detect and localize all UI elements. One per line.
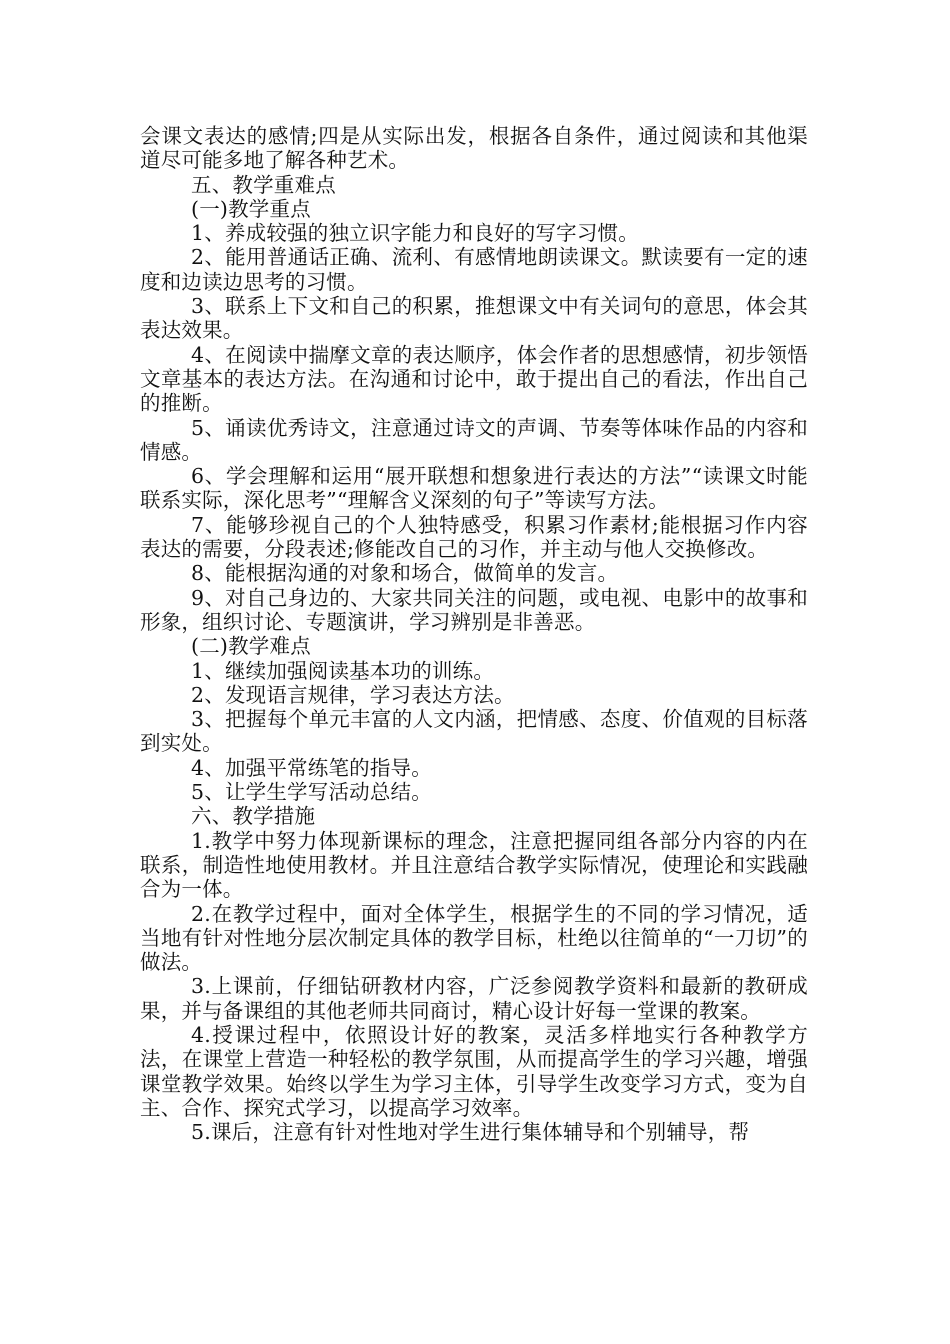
list-item: 5.课后，注意有针对性地对学生进行集体辅导和个别辅导，帮 [191,1120,750,1145]
section-heading-6: 六、教学措施 [191,804,316,829]
list-item: 3.上课前，仔细钻研教材内容，广泛参阅教学资料和最新的教研成果，并与备课组的其他老师共同商讨，精心设计好每一堂课的教案。 [140,974,808,1023]
list-item: 2、发现语言规律，学习表达方法。 [191,682,515,707]
paragraph-continuation: 会课文表达的感情;四是从实际出发，根据各自条件，通过阅读和其他渠道尽可能多地了解各种艺术。 [140,124,808,173]
list-item: 7、能够珍视自己的个人独特感受，积累习作素材;能根据习作内容表达的需要，分段表述;修能改自己的习作，并主动与他人交换修改。 [140,512,808,562]
list-item: 4、在阅读中揣摩文章的表达顺序，体会作者的思想感情，初步领悟文章基本的表达方法。在沟通和讨论中，敢于提出自己的看法，作出自己的推断。 [140,342,808,416]
list-item: 2.在教学过程中，面对全体学生，根据学生的不同的学习情况，适当地有针对性地分层次制定具体的教学目标，杜绝以往简单的“一刀切”的做法。 [140,901,808,975]
list-item: 8、能根据沟通的对象和场合，做简单的发言。 [191,561,619,586]
subheading-key-points: (一)教学重点 [191,196,311,221]
list-item: 5、让学生学写活动总结。 [191,780,432,805]
list-item: 4、加强平常练笔的指导。 [191,755,432,780]
list-item: 1.教学中努力体现新课标的理念，注意把握同组各部分内容的内在联系，制造性地使用教材。并且注意结合教学实际情况，使理论和实践融合为一体。 [140,828,808,902]
list-item: 4.授课过程中，依照设计好的教案，灵活多样地实行各种教学方法，在课堂上营造一种轻松的教学氛围，从而提高学生的学习兴趣，增强课堂教学效果。始终以学生为学习主体，引导学生改变学习方式，变为自主、合作、探究式学习，以提高学习效率。 [140,1022,808,1120]
document-page [140,124,808,1144]
list-item: 2、能用普通话正确、流利、有感情地朗读课文。默读要有一定的速度和边读边思考的习惯。 [140,245,808,294]
list-item: 3、把握每个单元丰富的人文内涵，把情感、态度、价值观的目标落到实处。 [140,707,808,756]
section-heading-5: 五、教学重难点 [191,172,336,197]
list-item: 3、联系上下文和自己的积累，推想课文中有关词句的意思，体会其表达效果。 [140,294,808,343]
list-item: 6、学会理解和运用“展开联想和想象进行表达的方法”“读课文时能联系实际，深化思考”“理解含义深刻的句子”等读写方法。 [140,464,808,513]
subheading-difficulties: (二)教学难点 [191,634,311,659]
list-item: 9、对自己身边的、大家共同关注的问题，或电视、电影中的故事和形象，组织讨论、专题演讲，学习辨别是非善恶。 [140,585,808,634]
list-item: 1、继续加强阅读基本功的训练。 [191,658,495,683]
list-item: 5、诵读优秀诗文，注意通过诗文的声调、节奏等体味作品的内容和情感。 [140,415,808,464]
list-item: 1、养成较强的独立识字能力和良好的写字习惯。 [191,221,639,246]
